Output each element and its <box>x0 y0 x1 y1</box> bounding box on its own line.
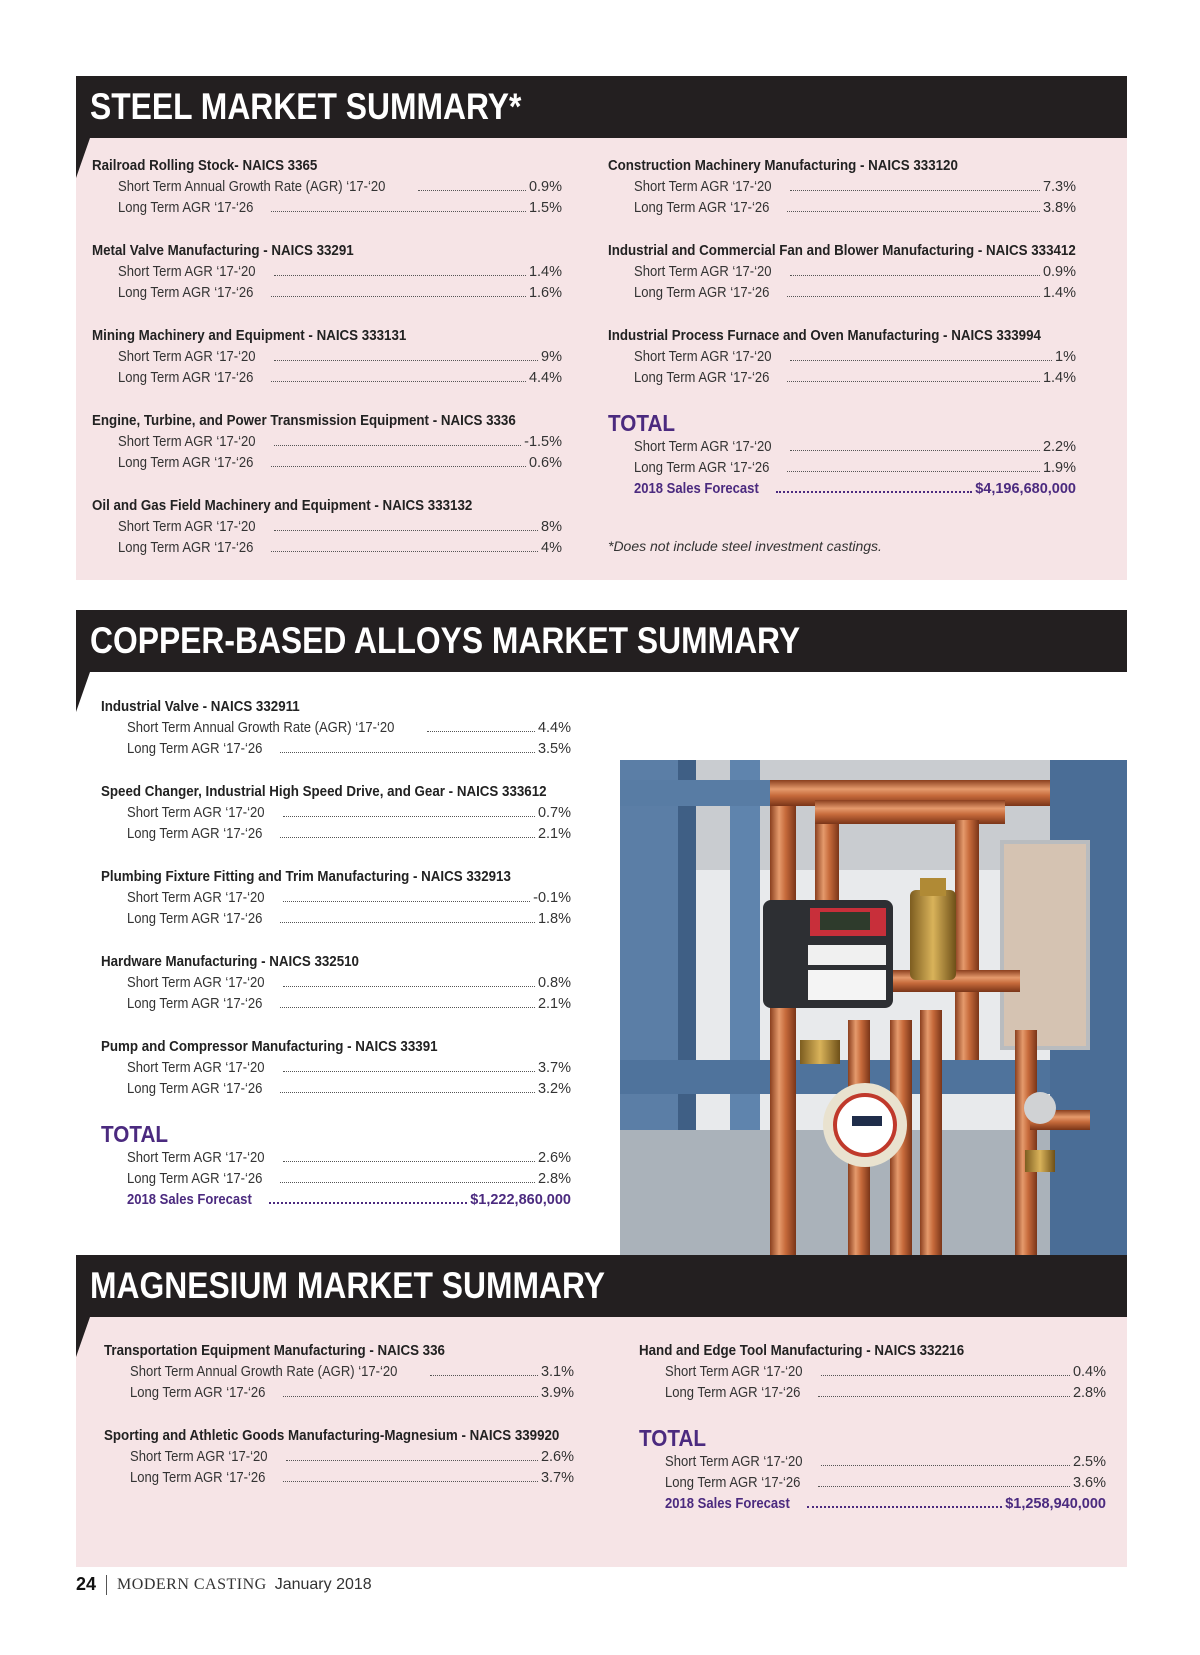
steel-section <box>76 76 1127 580</box>
row-label: Long Term AGR ‘17-‘26 <box>634 285 770 301</box>
growth-rate-row <box>639 1362 1106 1383</box>
group-spacer <box>101 1015 571 1037</box>
market-group <box>608 326 1076 411</box>
group-spacer <box>101 760 571 782</box>
leader-dots <box>280 1092 534 1093</box>
row-value: 4.4% <box>528 370 562 386</box>
row-value: 1.6% <box>528 285 562 301</box>
magnesium-header <box>76 1255 1127 1317</box>
group-spacer <box>92 474 562 496</box>
row-label: Long Term AGR ‘17-‘26 <box>127 1081 263 1097</box>
row-label: Short Term AGR ‘17-‘20 <box>118 519 256 535</box>
row-label: Long Term AGR ‘17-‘26 <box>665 1475 801 1491</box>
row-value: 3.9% <box>540 1385 574 1401</box>
leader-dots <box>283 986 535 987</box>
steel-total-heading: TOTAL <box>608 410 676 436</box>
market-group <box>608 156 1076 241</box>
copper-left-column <box>101 697 571 1211</box>
row-value: 3.5% <box>537 741 571 757</box>
group-title: Transportation Equipment Manufacturing - NAICS 336 <box>104 1343 445 1359</box>
row-label: Long Term AGR ‘17-‘26 <box>127 741 263 757</box>
group-spacer <box>92 389 562 411</box>
row-label: Short Term AGR ‘17-‘20 <box>634 349 772 365</box>
group-title: Construction Machinery Manufacturing - NAICS 333120 <box>608 158 958 174</box>
page-number: 24 <box>76 1574 97 1594</box>
market-group <box>104 1341 574 1426</box>
row-value: 1.4% <box>1042 370 1076 386</box>
row-label: Long Term AGR ‘17-‘26 <box>127 826 263 842</box>
growth-rate-row <box>608 177 1076 198</box>
magnesium-sales-forecast <box>639 1494 1106 1515</box>
group-title: Engine, Turbine, and Power Transmission Equipment - NAICS 3336 <box>92 413 516 429</box>
leader-dots <box>283 1071 535 1072</box>
market-group <box>101 952 571 1037</box>
steel-total-long <box>608 458 1076 479</box>
group-spacer <box>639 1404 1106 1426</box>
copper-pipes-photo <box>620 760 1127 1260</box>
row-label: Short Term AGR ‘17-‘20 <box>127 1060 265 1076</box>
growth-rate-row <box>101 888 571 909</box>
row-value: -1.5% <box>524 434 562 450</box>
growth-rate-row <box>92 347 562 368</box>
leader-dots <box>787 296 1039 297</box>
magnesium-section <box>76 1255 1127 1567</box>
growth-rate-row <box>608 283 1076 304</box>
leader-dots <box>283 816 535 817</box>
leader-dots <box>818 1396 1069 1397</box>
market-group <box>92 496 562 581</box>
row-label: Short Term AGR ‘17-‘20 <box>118 264 256 280</box>
row-label: Long Term AGR ‘17-‘26 <box>634 460 770 476</box>
leader-dots <box>274 360 538 361</box>
row-label: Long Term AGR ‘17-‘26 <box>634 200 770 216</box>
row-value: 0.4% <box>1072 1364 1106 1380</box>
steel-sales-forecast <box>608 479 1076 500</box>
leader-dots <box>280 1007 534 1008</box>
header-notch <box>76 672 90 712</box>
copper-pipe <box>955 820 979 1060</box>
row-label: Long Term AGR ‘17-‘26 <box>118 370 254 386</box>
growth-rate-row <box>101 909 571 930</box>
copper-total-long <box>101 1169 571 1190</box>
row-value: 2.8% <box>1072 1385 1106 1401</box>
row-value: 2.1% <box>537 826 571 842</box>
market-group <box>104 1426 574 1511</box>
copper-panel <box>76 672 1127 1208</box>
row-label: Short Term AGR ‘17-‘20 <box>127 1150 265 1166</box>
leader-dots <box>269 1202 468 1204</box>
group-title: Plumbing Fixture Fitting and Trim Manufacturing - NAICS 332913 <box>101 869 511 885</box>
row-label: Short Term AGR ‘17-‘20 <box>127 805 265 821</box>
group-title: Pump and Compressor Manufacturing - NAICS 33391 <box>101 1039 438 1055</box>
row-value: -0.1% <box>533 890 571 906</box>
row-value: 2.5% <box>1072 1454 1106 1470</box>
group-spacer <box>92 559 562 581</box>
growth-rate-row <box>608 347 1076 368</box>
growth-rate-row <box>101 718 571 739</box>
row-label: Short Term AGR ‘17-‘20 <box>118 349 256 365</box>
leader-dots <box>427 731 535 732</box>
leader-dots <box>280 922 534 923</box>
row-value: 0.6% <box>528 455 562 471</box>
group-title: Railroad Rolling Stock- NAICS 3365 <box>92 158 318 174</box>
growth-rate-row <box>101 803 571 824</box>
leader-dots <box>271 211 525 212</box>
growth-rate-row <box>92 517 562 538</box>
header-notch <box>76 1317 90 1357</box>
growth-rate-row <box>101 1079 571 1100</box>
group-title: Hand and Edge Tool Manufacturing - NAICS 332216 <box>639 1343 965 1359</box>
growth-rate-row <box>92 453 562 474</box>
market-group <box>608 241 1076 326</box>
group-spacer <box>608 304 1076 326</box>
magnesium-total-short <box>639 1452 1106 1473</box>
copper-header <box>76 610 1127 672</box>
market-group <box>101 867 571 952</box>
market-group <box>92 411 562 496</box>
forecast-label: 2018 Sales Forecast <box>665 1496 790 1512</box>
issue-date: January 2018 <box>274 1575 372 1593</box>
steel-footnote: *Does not include steel investment castings. <box>608 538 882 554</box>
growth-rate-row <box>92 283 562 304</box>
row-label: Short Term AGR ‘17-‘20 <box>127 975 265 991</box>
steel-total-short <box>608 437 1076 458</box>
market-group <box>92 156 562 241</box>
growth-rate-row <box>92 177 562 198</box>
leader-dots <box>818 1486 1069 1487</box>
growth-rate-row <box>101 824 571 845</box>
forecast-label: 2018 Sales Forecast <box>127 1192 252 1208</box>
leader-dots <box>807 1506 1003 1508</box>
row-label: Long Term AGR ‘17-‘26 <box>118 540 254 556</box>
magnesium-left-column <box>104 1341 574 1511</box>
market-group <box>101 697 571 782</box>
row-value: 1.4% <box>1042 285 1076 301</box>
group-title: Hardware Manufacturing - NAICS 332510 <box>101 954 359 970</box>
group-spacer <box>104 1404 574 1426</box>
leader-dots <box>280 837 534 838</box>
steel-right-column <box>608 156 1076 554</box>
row-value: 2.6% <box>537 1150 571 1166</box>
group-title: Industrial and Commercial Fan and Blower Manufacturing - NAICS 333412 <box>608 243 1076 259</box>
group-title: Metal Valve Manufacturing - NAICS 33291 <box>92 243 354 259</box>
leader-dots <box>790 190 1040 191</box>
forecast-value: $1,222,860,000 <box>470 1192 571 1208</box>
row-label: Short Term AGR ‘17-‘20 <box>665 1454 803 1470</box>
group-spacer <box>101 845 571 867</box>
steel-title: STEEL MARKET SUMMARY* <box>90 86 522 127</box>
growth-rate-row <box>608 198 1076 219</box>
row-value: 1.5% <box>528 200 562 216</box>
steel-panel <box>76 138 1127 580</box>
growth-rate-row <box>92 368 562 389</box>
copper-total-heading: TOTAL <box>101 1121 169 1147</box>
group-title: Mining Machinery and Equipment - NAICS 333131 <box>92 328 407 344</box>
row-value: 2.2% <box>1042 439 1076 455</box>
header-notch <box>76 138 90 178</box>
row-value: 0.8% <box>537 975 571 991</box>
leader-dots <box>787 471 1039 472</box>
row-label: Short Term AGR ‘17-‘20 <box>665 1364 803 1380</box>
row-value: 3.1% <box>540 1364 574 1380</box>
row-value: 2.6% <box>540 1449 574 1465</box>
footer-divider <box>106 1575 107 1595</box>
group-title: Speed Changer, Industrial High Speed Drive, and Gear - NAICS 333612 <box>101 784 547 800</box>
row-label: Long Term AGR ‘17-‘26 <box>634 370 770 386</box>
row-value: 9% <box>541 349 562 365</box>
growth-rate-row <box>101 1058 571 1079</box>
leader-dots <box>283 1396 537 1397</box>
leader-dots <box>274 275 526 276</box>
leader-dots <box>283 1161 535 1162</box>
row-label: Short Term AGR ‘17-‘20 <box>634 264 772 280</box>
leader-dots <box>821 1465 1070 1466</box>
row-label: Short Term AGR ‘17-‘20 <box>130 1449 268 1465</box>
gauge-fitting <box>1024 1092 1056 1124</box>
page-footer <box>76 1574 372 1595</box>
leader-dots <box>787 211 1039 212</box>
row-value: 2.1% <box>537 996 571 1012</box>
row-value: 3.2% <box>537 1081 571 1097</box>
growth-rate-row <box>639 1383 1106 1404</box>
row-value: 2.8% <box>537 1171 571 1187</box>
leader-dots <box>418 190 526 191</box>
row-value: 0.9% <box>1042 264 1076 280</box>
steel-header <box>76 76 1127 138</box>
row-label: Short Term Annual Growth Rate (AGR) ‘17-‘20 <box>127 720 395 736</box>
row-value: 4.4% <box>537 720 571 736</box>
growth-rate-row <box>104 1447 574 1468</box>
forecast-value: $1,258,940,000 <box>1005 1496 1106 1512</box>
forecast-label: 2018 Sales Forecast <box>634 481 759 497</box>
row-value: 1.9% <box>1042 460 1076 476</box>
row-value: 7.3% <box>1042 179 1076 195</box>
growth-rate-row <box>104 1362 574 1383</box>
magazine-name: MODERN CASTING <box>117 1575 267 1593</box>
row-value: 3.7% <box>540 1470 574 1486</box>
leader-dots <box>776 491 973 493</box>
row-value: 1.4% <box>528 264 562 280</box>
market-group <box>101 782 571 867</box>
row-label: Short Term AGR ‘17-‘20 <box>634 179 772 195</box>
leader-dots <box>271 551 538 552</box>
row-value: 3.7% <box>537 1060 571 1076</box>
growth-rate-row <box>608 262 1076 283</box>
growth-rate-row <box>92 538 562 559</box>
growth-rate-row <box>92 198 562 219</box>
group-spacer <box>104 1489 574 1511</box>
row-value: 4% <box>541 540 562 556</box>
magnesium-total-long <box>639 1473 1106 1494</box>
group-title: Oil and Gas Field Machinery and Equipment - NAICS 333132 <box>92 498 473 514</box>
leader-dots <box>280 1182 534 1183</box>
growth-rate-row <box>101 739 571 760</box>
leader-dots <box>790 275 1040 276</box>
row-label: Long Term AGR ‘17-‘26 <box>127 996 263 1012</box>
magnesium-total-heading: TOTAL <box>639 1425 707 1451</box>
leader-dots <box>271 296 525 297</box>
row-value: 0.9% <box>528 179 562 195</box>
copper-title: COPPER-BASED ALLOYS MARKET SUMMARY <box>90 620 801 661</box>
magnesium-panel <box>76 1317 1127 1567</box>
market-group <box>92 241 562 326</box>
row-label: Long Term AGR ‘17-‘26 <box>130 1470 266 1486</box>
leader-dots <box>271 381 525 382</box>
copper-section <box>76 610 1127 1208</box>
row-label: Short Term Annual Growth Rate (AGR) ‘17-‘20 <box>130 1364 398 1380</box>
leader-dots <box>274 530 538 531</box>
growth-rate-row <box>104 1468 574 1489</box>
copper-sales-forecast <box>101 1190 571 1211</box>
row-label: Long Term AGR ‘17-‘26 <box>118 285 254 301</box>
group-spacer <box>608 219 1076 241</box>
row-label: Long Term AGR ‘17-‘26 <box>118 455 254 471</box>
group-title: Industrial Valve - NAICS 332911 <box>101 699 300 715</box>
copper-pipe <box>770 780 796 1260</box>
group-spacer <box>92 219 562 241</box>
row-value: 1% <box>1055 349 1076 365</box>
growth-rate-row <box>101 994 571 1015</box>
leader-dots <box>274 445 521 446</box>
leader-dots <box>787 381 1039 382</box>
row-label: Short Term Annual Growth Rate (AGR) ‘17-‘20 <box>118 179 386 195</box>
group-title: Industrial Process Furnace and Oven Manufacturing - NAICS 333994 <box>608 328 1041 344</box>
group-spacer <box>92 304 562 326</box>
market-group <box>639 1341 1106 1426</box>
group-spacer <box>101 930 571 952</box>
growth-rate-row <box>92 262 562 283</box>
row-value: 3.8% <box>1042 200 1076 216</box>
row-label: Long Term AGR ‘17-‘26 <box>665 1385 801 1401</box>
leader-dots <box>280 752 534 753</box>
forecast-value: $4,196,680,000 <box>975 481 1076 497</box>
row-label: Short Term AGR ‘17-‘20 <box>127 890 265 906</box>
magnesium-right-column <box>639 1341 1106 1515</box>
copper-total-short <box>101 1148 571 1169</box>
magnesium-title: MAGNESIUM MARKET SUMMARY <box>90 1265 606 1306</box>
row-label: Long Term AGR ‘17-‘26 <box>130 1385 266 1401</box>
steel-left-column <box>92 156 562 581</box>
group-title: Sporting and Athletic Goods Manufacturing-Magnesium - NAICS 339920 <box>104 1428 560 1444</box>
leader-dots <box>790 450 1040 451</box>
row-label: Long Term AGR ‘17-‘26 <box>118 200 254 216</box>
row-value: 0.7% <box>537 805 571 821</box>
row-value: 3.6% <box>1072 1475 1106 1491</box>
leader-dots <box>790 360 1052 361</box>
leader-dots <box>283 1481 537 1482</box>
growth-rate-row <box>104 1383 574 1404</box>
group-spacer <box>608 389 1076 411</box>
group-spacer <box>101 1100 571 1122</box>
leader-dots <box>286 1460 538 1461</box>
market-group <box>92 326 562 411</box>
growth-rate-row <box>608 368 1076 389</box>
growth-rate-row <box>101 973 571 994</box>
row-label: Long Term AGR ‘17-‘26 <box>127 1171 263 1187</box>
row-value: 8% <box>541 519 562 535</box>
leader-dots <box>283 901 530 902</box>
row-value: 1.8% <box>537 911 571 927</box>
leader-dots <box>271 466 525 467</box>
growth-rate-row <box>92 432 562 453</box>
market-group <box>101 1037 571 1122</box>
row-label: Short Term AGR ‘17-‘20 <box>634 439 772 455</box>
leader-dots <box>821 1375 1070 1376</box>
leader-dots <box>430 1375 538 1376</box>
brass-valve <box>910 890 956 980</box>
row-label: Long Term AGR ‘17-‘26 <box>127 911 263 927</box>
row-label: Short Term AGR ‘17-‘20 <box>118 434 256 450</box>
